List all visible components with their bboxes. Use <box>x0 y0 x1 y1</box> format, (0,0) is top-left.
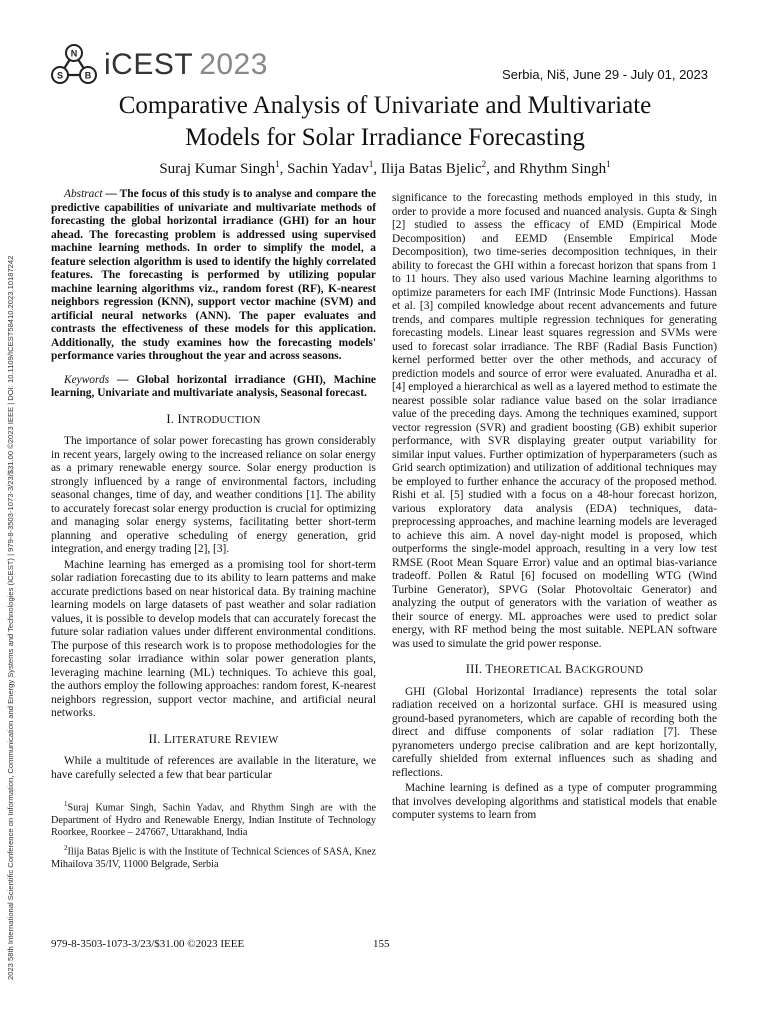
page-number: 155 <box>373 938 390 950</box>
abstract-text: The focus of this study is to analyse and compare the predictive capabilities of univariate and multivariate methods of forecasting the global horizontal irradiance (GHI) for an hour ahead. The forecasting problem is addressed using supervised machine learning methods. In order to simplify the model, a feature selection algorithm is used to identify the highly correlated features. The forecasting is performed by utilizing popular machine learning algorithms viz., random forest (RF), K-nearest neighbors regression (KNN), support vector machine (SVM) and artificial neural networks (ANN). The paper evaluates and contrasts the effectiveness of these models for this application. Additionally, the study examines how the forecasting models' performance varies throughout the year and across seasons. <box>51 188 376 362</box>
section-number: III. <box>465 662 483 676</box>
heading-initial: L <box>164 731 172 746</box>
heading-initial: R <box>234 731 244 746</box>
section-heading-introduction <box>51 413 376 428</box>
heading-smallcaps: HEORETICAL <box>493 665 562 676</box>
footnote-text: Ilija Batas Bjelic is with the Institute of Technical Sciences of SASA, Knez Mihailova 35/IV, 11000 Belgrade, Serbia <box>51 846 376 870</box>
keywords-dash: — <box>109 373 137 386</box>
heading-smallcaps: NTRODUCTION <box>181 414 261 426</box>
conference-location-date: Serbia, Niš, June 29 - July 01, 2023 <box>502 67 708 82</box>
paper-title <box>50 90 720 154</box>
literature-paragraph-continued: significance to the forecasting methods employed in this study, in order to provide a more focused and nuanced analysis. Gupta & Singh [2] studied to assess the efficacy of EMD (Empirical Mode Decomposition) and EEMD (Ensemble Empirical Mode Decomposition), two time-series decomposition techniques, in their ability to forecast the GHI within a forecast horizon that spans from 1 to 11 hours. They also used various Machine learning algorithms to optimize parameters for each IMF (Intrinsic Mode Functions). Hassan et al. [3] compiled knowledge about recent advancements and future trends, and compares multiple regression techniques for generating forecasting models. Linear least squares regression and SVMs were used to forecast solar irradiance. The RBF (Radial Basis Function) kernel performed better over the other methods, and accuracy of prediction models and source of error were evaluated. Anuradha et al. [4] employed a hierarchical as well as a layered method to estimate the nearest possible solar radiance value based on the solar irradiance value of the preceding days. Among the techniques examined, support vector regression (SVR) and gradient boosting (GB) exhibit superior performance, with SVR displaying greater output variability for similar input values. Further optimization of hyperparameters (such as Grid search optimization) and utilization of additional techniques may be employed to further enhance the accuracy of the proposed method. Rishi et al. [5] studied with a focus on a 48-hour forecast horizon, various exploratory data analysis (EDA) techniques, data-preprocessing approaches, and machine learning models are leveraged to achieve this aim. A novel day-night model is proposed, which outperforms the single-model approach, resulting in a very low test RMSE (Root Mean Square Error) value and an optimal bias-variance tradeoff. Pollen & Ratul [6] focused on modelling WTG (Wind Turbine Generator), SPVG (Solar Photovoltaic Generator) and analyzing the output of generators with the variation of weather as their source of energy. ML approaches were used to predict solar energy, with RF method being the most suitable. NEPLAN software was used to simulate the grid power response. <box>392 192 717 650</box>
footer-isbn: 979-8-3503-1073-3/23/$31.00 ©2023 IEEE <box>51 938 245 950</box>
author-name: Suraj Kumar Singh <box>159 161 276 177</box>
literature-paragraph-1: While a multitude of references are available in the literature, we have carefully selected a few that bear particular <box>51 755 376 781</box>
heading-smallcaps: ACKGROUND <box>573 665 644 676</box>
footnote-mark: 2 <box>64 844 68 852</box>
author-affiliation-mark: 1 <box>368 159 374 169</box>
theory-paragraph-1: GHI (Global Horizontal Irradiance) represents the total solar radiation received on a horizontal surface. GHI is measured using ground-based pyranometers, which are capable of recording both the direct and diffuse components of solar radiation [7]. These pyranometers undergo precise calibration and are kept horizontally, carefully shielded from external influences such as shading and reflections. <box>392 685 717 779</box>
footnote-1 <box>51 798 376 839</box>
logo-letter-s: S <box>56 70 64 81</box>
author-affiliation-mark: 2 <box>481 159 487 169</box>
title-line-1: Comparative Analysis of Univariate and Multivariate <box>118 92 652 119</box>
right-column <box>392 192 717 825</box>
heading-initial: I <box>177 411 182 426</box>
footnote-2 <box>51 842 376 871</box>
keywords-label: Keywords <box>64 373 110 386</box>
left-column <box>51 188 376 874</box>
logo-name: iCEST <box>104 48 194 81</box>
heading-initial: B <box>565 662 574 676</box>
heading-smallcaps: EVIEW <box>243 734 279 746</box>
theory-paragraph-2: Machine learning is defined as a type of computer programming that involves developing algorithms and statistical models that enable computer systems to learn from <box>392 782 717 821</box>
section-number: I. <box>166 411 175 426</box>
author-name: Sachin Yadav <box>287 161 369 177</box>
logo-letter-n: N <box>70 48 78 59</box>
author-name: Rhythm Singh <box>519 161 607 177</box>
heading-initial: T <box>485 662 494 676</box>
title-line-2: Models for Solar Irradiance Forecasting <box>185 124 585 151</box>
section-heading-theoretical-background <box>392 663 717 678</box>
abstract-label: Abstract <box>64 188 103 200</box>
section-number: II. <box>148 731 161 746</box>
keywords <box>51 374 376 401</box>
intro-paragraph-1: The importance of solar power forecasting has grown considerably in recent years, largely owing to the increased reliance on solar energy as a primary renewable energy source. Solar energy production is strongly influenced by a range of environmental factors, including seasonal changes, time of day, and weather conditions [1]. The ability to accurately forecast solar energy production is crucial for optimizing and managing solar energy systems, facilitating better short-term planning and operative scheduling of energy generation, grid integration, and energy trading [2], [3]. <box>51 435 376 555</box>
footnote-text: Suraj Kumar Singh, Sachin Yadav, and Rhythm Singh are with the Department of Hydro and Renewable Energy, Indian Institute of Technology Roorkee, Roorkee – 247667, Uttarakhand, India <box>51 802 376 838</box>
logo-letter-b: B <box>84 70 92 81</box>
footnote-mark: 1 <box>64 800 68 808</box>
author-separator: , <box>279 161 288 177</box>
author-separator: , and <box>486 161 520 177</box>
logo-year: 2023 <box>199 48 268 81</box>
author-name: Ilija Batas Bjelic <box>380 161 482 177</box>
author-separator: , <box>373 161 381 177</box>
author-affiliation-mark: 1 <box>275 159 280 169</box>
abstract-dash: — <box>102 188 120 200</box>
intro-paragraph-2: Machine learning has emerged as a promising tool for short-term solar radiation forecasting due to its ability to learn patterns and make accurate predictions based on near historical data. By training machine learning models on large datasets of past weather and solar radiation values, it is possible to develop models that can accurately forecast the future solar radiation values under different environmental conditions. The purpose of this research work is to propose methodologies for the forecasting solar irradiance within solar power generation plants, leveraging machine learning (ML) techniques. To achieve this goal, the authors employ the following approaches: random forest, K-nearest neighbors regression, support vector machine, and artificial neural networks. <box>51 558 376 719</box>
doi-strip-text: 2023 58th International Scientific Conference on Information, Communication and Energy Systems and Technologies (ICEST) | 979-8-3503-1073-3/23/$31.00 ©2023 IEEE | DOI: 10.1109/ICEST58410.2023.10187242 <box>6 255 15 980</box>
section-heading-literature-review <box>51 733 376 748</box>
keywords-text: Global horizontal irradiance (GHI), Machine learning, Univariate and multivariate analysis, Seasonal forecast. <box>51 373 376 399</box>
heading-smallcaps: ITERATURE <box>171 734 232 746</box>
conference-logo <box>50 43 268 87</box>
abstract <box>51 188 376 364</box>
doi-side-strip <box>4 100 18 980</box>
network-nodes-icon <box>50 43 98 87</box>
author-affiliation-mark: 1 <box>606 159 611 169</box>
logo-wordmark <box>104 50 268 80</box>
author-list <box>50 155 720 178</box>
